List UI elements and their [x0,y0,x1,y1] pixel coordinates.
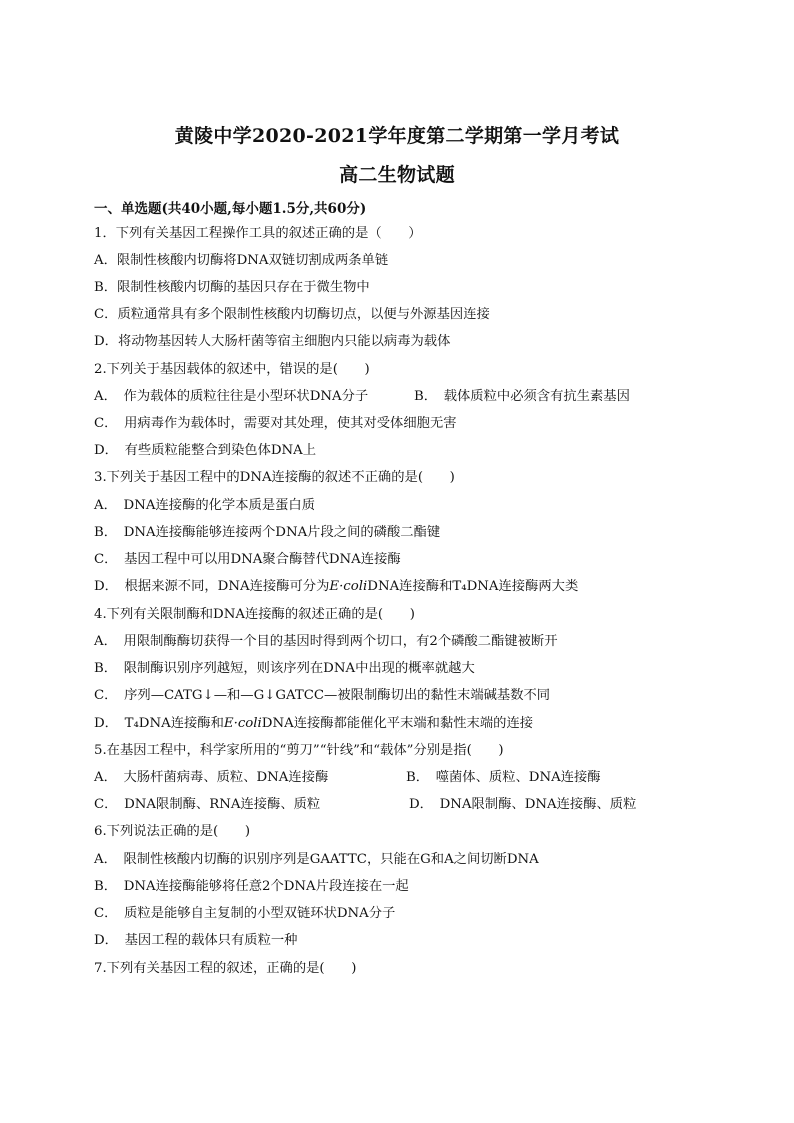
q5-option-b: B． 噬菌体、质粒、DNA连接酶 [406,770,601,785]
question-stem-1: 1．下列有关基因工程操作工具的叙述正确的是（ ） [94,226,422,241]
q4-option-c: C． 序列—CATG↓—和—G↓GATCC—被限制酶切出的黏性末端碱基数不同 [94,688,551,703]
q3-option-b: B． DNA连接酶能够连接两个DNA片段之间的磷酸二酯键 [94,525,441,540]
q4-option-a: A． 用限制酶酶切获得一个目的基因时得到两个切口，有2个磷酸二酯键被断开 [94,634,558,649]
q1-option-b: B．限制性核酸内切酶的基因只存在于微生物中 [94,280,370,295]
q4-option-d [94,716,533,732]
q6-option-b: B． DNA连接酶能够将任意2个DNA片段连接在一起 [94,879,409,894]
question-stem-7: 7.下列有关基因工程的叙述，正确的是( ) [94,961,357,976]
q1-option-c: C．质粒通常具有多个限制性核酸内切酶切点，以便与外源基因连接 [94,307,490,322]
q6-option-d: D． 基因工程的载体只有质粒一种 [94,933,298,948]
q5-option-d: D． DNA限制酶、DNA连接酶、质粒 [409,797,637,812]
q2-option-d: D． 有些质粒能整合到染色体DNA上 [94,443,317,458]
q4-option-d-text-1: D． T₄DNA连接酶和 [94,716,224,731]
question-stem-5: 5.在基因工程中，科学家所用的“剪刀”“针线”和“载体”分别是指( ) [94,743,504,758]
q4-option-b: B． 限制酶识别序列越短，则该序列在DNA中出现的概率就越大 [94,661,475,676]
section-heading: 一、单选题(共40小题,每小题1.5分,共60分) [94,201,367,217]
q3-option-d-text-1: D． 根据来源不同，DNA连接酶可分为 [94,579,330,594]
q6-option-a: A． 限制性核酸内切酶的识别序列是GAATTC，只能在G和A之间切断DNA [94,852,539,867]
q3-option-d [94,579,578,595]
q5-option-a: A． 大肠杆菌病毒、质粒、DNA连接酶 [94,770,329,785]
q1-option-a: A．限制性核酸内切酶将DNA双链切割成两条单链 [94,253,389,268]
q3-option-d-species: E·coli [329,579,368,594]
q2-option-c: C． 用病毒作为载体时，需要对其处理，使其对受体细胞无害 [94,416,457,431]
q4-option-d-text-2: DNA连接酶都能催化平末端和黏性末端的连接 [261,716,534,731]
q6-option-c: C． 质粒是能够自主复制的小型双链环状DNA分子 [94,906,396,921]
q1-option-d: D．将动物基因转人大肠杆菌等宿主细胞内只能以病毒为载体 [94,334,451,349]
q3-option-c: C． 基因工程中可以用DNA聚合酶替代DNA连接酶 [94,552,401,567]
question-stem-4: 4.下列有关限制酶和DNA连接酶的叙述正确的是( ) [94,607,415,622]
q2-option-b: B． 载体质粒中必须含有抗生素基因 [414,389,630,404]
q3-option-d-text-2: DNA连接酶和T₄DNA连接酶两大类 [367,579,579,594]
exam-subtitle: 高二生物试题 [339,164,455,186]
question-stem-2: 2.下列关于基因载体的叙述中，错误的是( ) [94,362,370,377]
question-stem-6: 6.下列说法正确的是( ) [94,824,251,839]
q3-option-a: A． DNA连接酶的化学本质是蛋白质 [94,498,316,513]
exam-title: 黄陵中学2020-2021学年度第二学期第一学月考试 [174,125,620,147]
q4-option-d-species: E·coli [223,716,262,731]
q5-option-c: C． DNA限制酶、RNA连接酶、质粒 [94,797,321,812]
question-stem-3: 3.下列关于基因工程中的DNA连接酶的叙述不正确的是( ) [94,470,455,485]
q2-option-a: A． 作为载体的质粒往往是小型环状DNA分子 [94,389,369,404]
